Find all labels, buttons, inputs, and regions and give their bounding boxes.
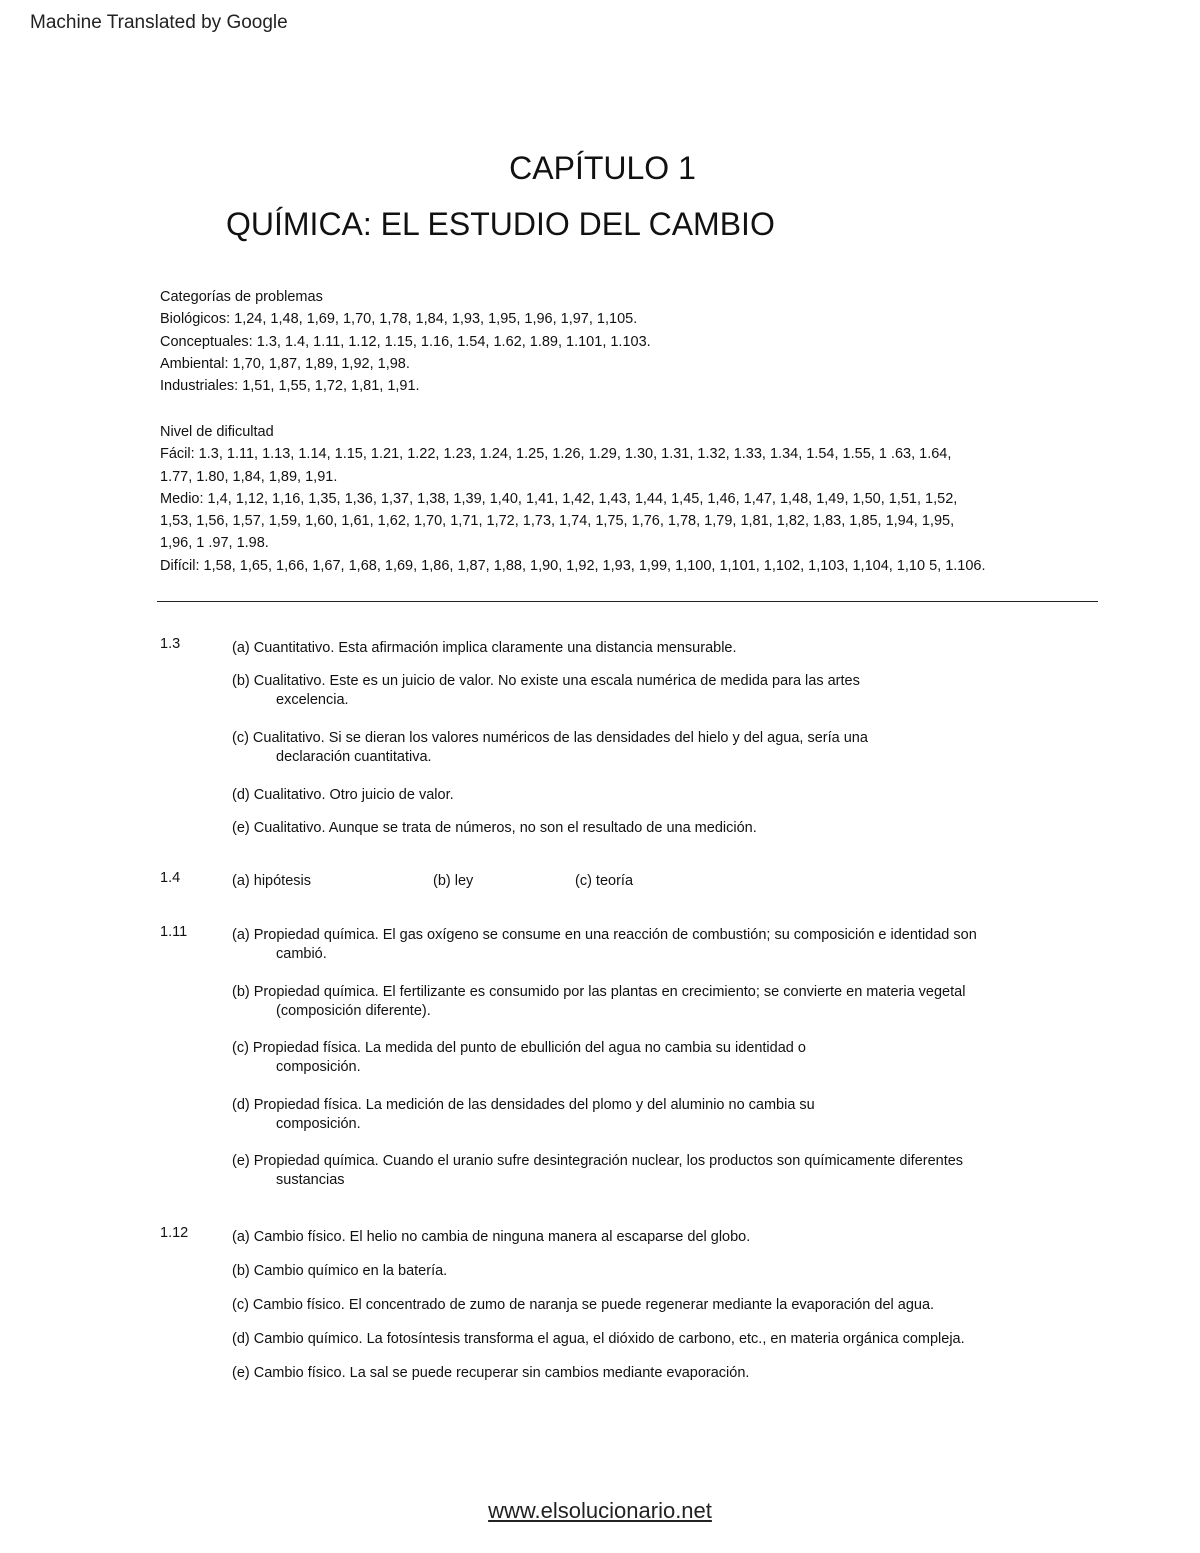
problem-number: 1.12 [160, 1225, 189, 1241]
categories-line: Ambiental: 1,70, 1,87, 1,89, 1,92, 1,98. [160, 355, 410, 372]
answer-c: (c) Cualitativo. Si se dieran los valores numéricos de las densidades del hielo y del agua, sería una declaración cuantitativa. [232, 730, 868, 765]
answer-e: (e) Cambio físico. La sal se puede recuperar sin cambios mediante evaporación. [232, 1365, 750, 1381]
answer-e: (e) Cualitativo. Aunque se trata de números, no son el resultado de una medición. [232, 820, 757, 836]
chapter-title: QUÍMICA: EL ESTUDIO DEL CAMBIO [226, 206, 775, 242]
answer-b: (b) Propiedad química. El fertilizante es consumido por las plantas en crecimiento; se convierte en materia vegetal (composición diferente). [232, 984, 966, 1019]
difficulty-line: Fácil: 1.3, 1.11, 1.13, 1.14, 1.15, 1.21, 1.22, 1.23, 1.24, 1.25, 1.26, 1.29, 1.30, 1.31, 1.32, 1.33, 1.34, 1.54, 1.55, 1 .63, 1.64, [160, 446, 952, 463]
categories-line: Industriales: 1,51, 1,55, 1,72, 1,81, 1,91. [160, 378, 420, 395]
categories-line: Biológicos: 1,24, 1,48, 1,69, 1,70, 1,78, 1,84, 1,93, 1,95, 1,96, 1,97, 1,105. [160, 311, 638, 328]
problem-number: 1.4 [160, 870, 181, 886]
categories-line: Conceptuales: 1.3, 1.4, 1.11, 1.12, 1.15, 1.16, 1.54, 1.62, 1.89, 1.101, 1.103. [160, 333, 651, 350]
difficulty-line: 1,96, 1 .97, 1.98. [160, 535, 269, 552]
answer-a: (a) Cambio físico. El helio no cambia de ninguna manera al escaparse del globo. [232, 1229, 751, 1245]
answer-b: (b) Cambio químico en la batería. [232, 1263, 448, 1279]
section-divider [157, 601, 1098, 602]
answer-c: (c) teoría [575, 873, 634, 889]
answer-b: (b) Cualitativo. Este es un juicio de valor. No existe una escala numérica de medida para las artes excelencia. [232, 673, 860, 708]
answer-c: (c) Propiedad física. La medida del punto de ebullición del agua no cambia su identidad o composición. [232, 1040, 806, 1075]
difficulty-line: Difícil: 1,58, 1,65, 1,66, 1,67, 1,68, 1,69, 1,86, 1,87, 1,88, 1,90, 1,92, 1,93, 1,99, 1,100, 1,101, 1,102, 1,103, 1,104, 1,10 5, 1.106. [160, 557, 986, 574]
answer-d: (d) Propiedad física. La medición de las densidades del plomo y del aluminio no cambia su composición. [232, 1097, 815, 1132]
difficulty-line: 1,53, 1,56, 1,57, 1,59, 1,60, 1,61, 1,62, 1,70, 1,71, 1,72, 1,73, 1,74, 1,75, 1,76, 1,78, 1,79, 1,81, 1,82, 1,83, 1,85, 1,94, 1,95, [160, 513, 955, 530]
answer-d: (d) Cualitativo. Otro juicio de valor. [232, 787, 454, 803]
answer-e: (e) Propiedad química. Cuando el uranio sufre desintegración nuclear, los productos son químicamente diferentes sustancias [232, 1153, 964, 1188]
answer-a: (a) hipótesis [232, 873, 311, 889]
difficulty-levels [160, 421, 986, 577]
categories-heading: Categorías de problemas [160, 289, 323, 305]
footer-website-link[interactable]: www.elsolucionario.net [488, 1498, 712, 1523]
answer-a: (a) Cuantitativo. Esta afirmación implica claramente una distancia mensurable. [232, 640, 737, 656]
difficulty-line: 1.77, 1.80, 1,84, 1,89, 1,91. [160, 468, 338, 485]
chapter-heading: CAPÍTULO 1 [509, 150, 696, 186]
difficulty-heading: Nivel de dificultad [160, 424, 274, 440]
answer-b: (b) ley [433, 873, 474, 889]
problem-number: 1.11 [160, 924, 188, 940]
difficulty-line: Medio: 1,4, 1,12, 1,16, 1,35, 1,36, 1,37, 1,38, 1,39, 1,40, 1,41, 1,42, 1,43, 1,44, 1,45, 1,46, 1,47, 1,48, 1,49, 1,50, 1,51, 1,52, [160, 490, 958, 507]
problem-number: 1.3 [160, 636, 181, 652]
answer-c: (c) Cambio físico. El concentrado de zumo de naranja se puede regenerar mediante la evaporación del agua. [232, 1297, 935, 1313]
answer-a: (a) Propiedad química. El gas oxígeno se consume en una reacción de combustión; su composición e identidad son cambió. [232, 927, 977, 962]
answer-d: (d) Cambio químico. La fotosíntesis transforma el agua, el dióxido de carbono, etc., en materia orgánica compleja. [232, 1331, 965, 1347]
machine-translated-banner: Machine Translated by Google [30, 12, 288, 33]
problem-categories [160, 286, 651, 397]
